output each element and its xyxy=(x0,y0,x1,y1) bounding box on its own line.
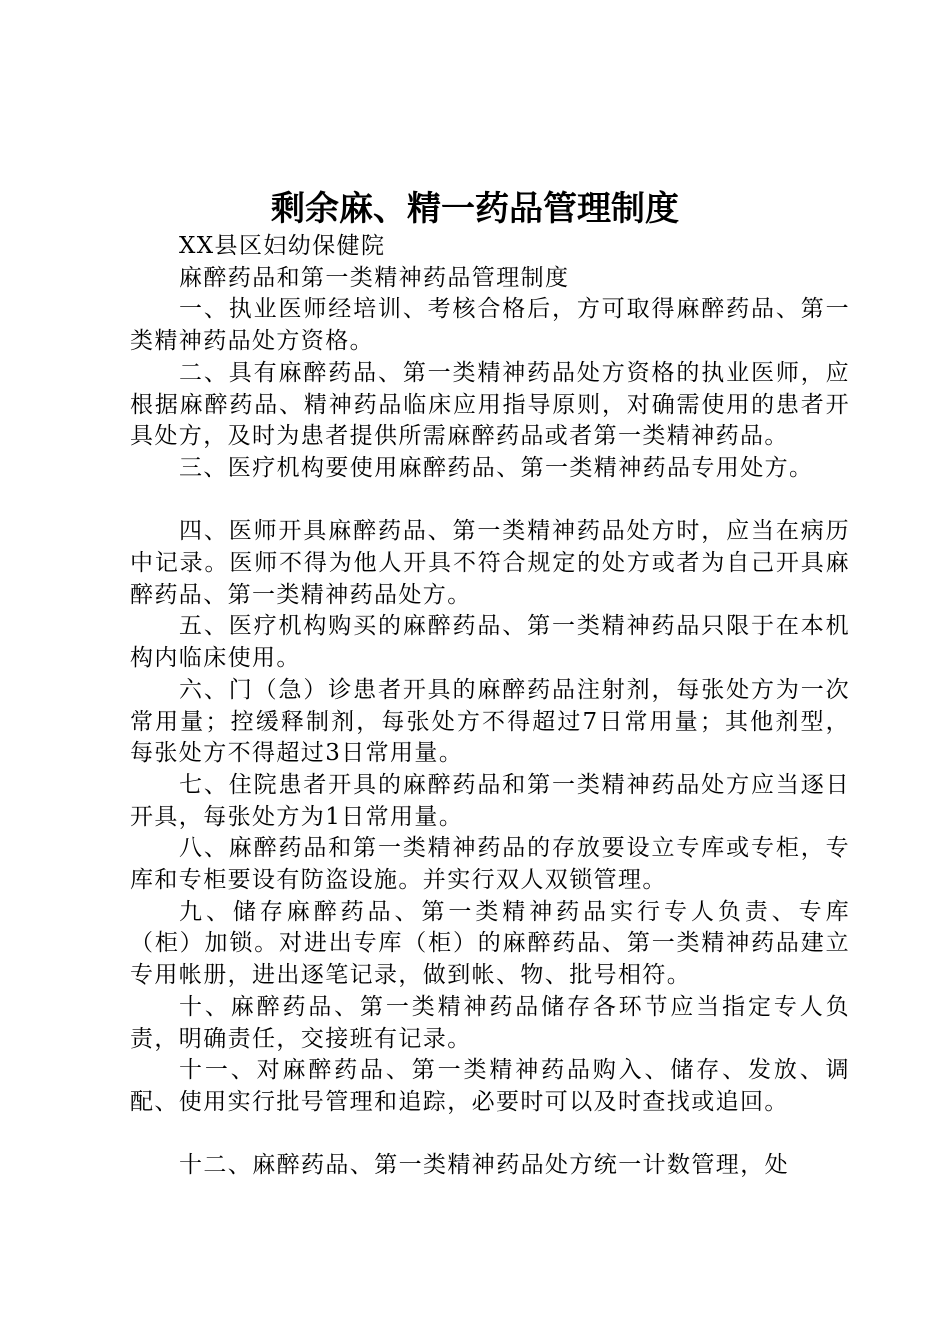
clause-6: 六、门（急）诊患者开具的麻醉药品注射剂，每张处方为一次常用量；控缓释制剂，每张处方不得超过7日常用量；其他剂型，每张处方不得超过3日常用量。 xyxy=(130,676,850,767)
clause-9: 九、储存麻醉药品、第一类精神药品实行专人负责、专库（柜）加锁。对进出专库（柜）的麻醉药品、第一类精神药品建立专用帐册，进出逐笔记录，做到帐、物、批号相符。 xyxy=(130,898,850,989)
clause-11: 十一、对麻醉药品、第一类精神药品购入、储存、发放、调配、使用实行批号管理和追踪，必要时可以及时查找或追回。 xyxy=(130,1057,850,1115)
clause-10: 十、麻醉药品、第一类精神药品储存各环节应当指定专人负责，明确责任，交接班有记录。 xyxy=(130,993,850,1052)
document-title: 剩余麻、精一药品管理制度 xyxy=(271,189,679,229)
regulation-subtitle: 麻醉药品和第一类精神药品管理制度 xyxy=(179,264,570,291)
clause-2: 二、具有麻醉药品、第一类精神药品处方资格的执业医师，应根据麻醉药品、精神药品临床应用指导原则，对确需使用的患者开具处方，及时为患者提供所需麻醉药品或者第一类精神药品。 xyxy=(130,359,850,450)
clause-1: 一、执业医师经培训、考核合格后，方可取得麻醉药品、第一类精神药品处方资格。 xyxy=(130,296,850,355)
clause-3: 三、医疗机构要使用麻醉药品、第一类精神药品专用处方。 xyxy=(179,454,814,481)
hospital-name: XX县区妇幼保健院 xyxy=(179,233,386,259)
clause-8: 八、麻醉药品和第一类精神药品的存放要设立专库或专柜，专库和专柜要设有防盗设施。并实行双人双锁管理。 xyxy=(130,835,850,894)
clause-12: 十二、麻醉药品、第一类精神药品处方统一计数管理，处 xyxy=(179,1152,789,1179)
clause-5: 五、医疗机构购买的麻醉药品、第一类精神药品只限于在本机构内临床使用。 xyxy=(130,613,850,672)
document-body xyxy=(130,231,850,1182)
clause-4: 四、医师开具麻醉药品、第一类精神药品处方时，应当在病历中记录。医师不得为他人开具不符合规定的处方或者为自己开具麻醉药品、第一类精神药品处方。 xyxy=(130,518,850,608)
clause-7: 七、住院患者开具的麻醉药品和第一类精神药品处方应当逐日开具，每张处方为1日常用量。 xyxy=(130,771,850,830)
